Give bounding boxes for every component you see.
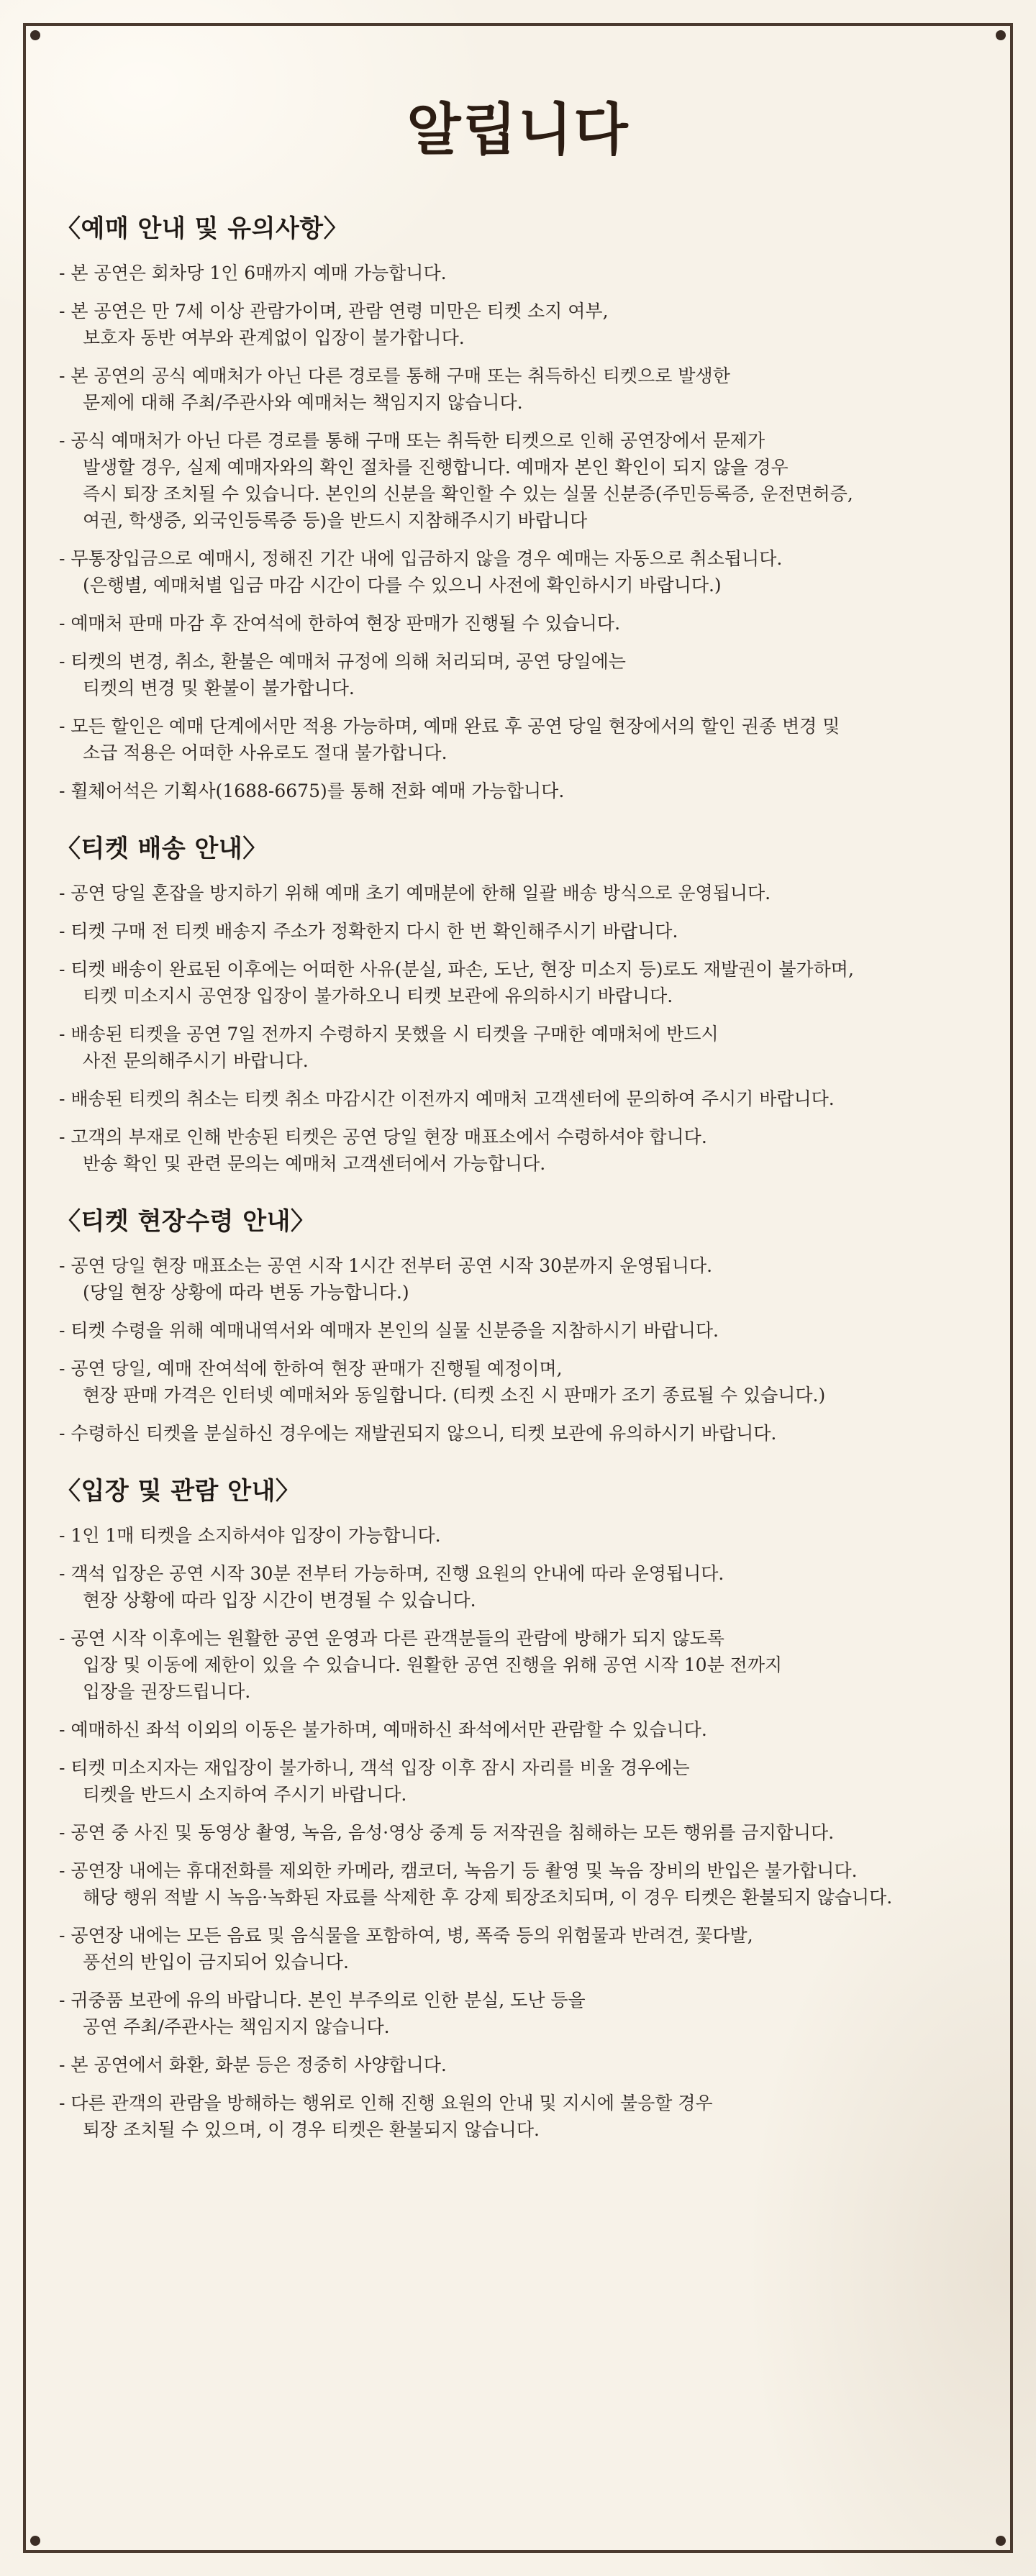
- notice-line: - 본 공연에서 화환, 화분 등은 정중히 사양합니다.: [59, 2054, 447, 2075]
- notice-item: [56, 1252, 984, 1306]
- notice-line: - 객석 입장은 공연 시작 30분 전부터 가능하며, 진행 요원의 안내에 따라 운영됩니다.: [59, 1563, 724, 1584]
- section-title: 〈티켓 현장수령 안내〉: [56, 1207, 316, 1236]
- notice-item: [56, 1124, 984, 1177]
- notice-line: - 귀중품 보관에 유의 바랍니다. 본인 부주의로 인한 분실, 도난 등을: [59, 1990, 586, 2011]
- notice-line: - 티켓 수령을 위해 예매내역서와 예매자 본인의 실물 신분증을 지참하시기 바랍니다.: [59, 1320, 719, 1341]
- notice-item: [56, 1987, 984, 2040]
- notice-item: [56, 2090, 984, 2143]
- notice-line: 해당 행위 적발 시 녹음·녹화된 자료를 삭제한 후 강제 퇴장조치되며, 이 경우 티켓은 환불되지 않습니다.: [83, 1887, 893, 1908]
- notice-line: 문제에 대해 주최/주관사와 예매처는 책임지지 않습니다.: [83, 392, 523, 413]
- notice-line: 즉시 퇴장 조치될 수 있습니다. 본인의 신분을 확인할 수 있는 실물 신분증(주민등록증, 운전면허증,: [83, 483, 853, 504]
- notice-line: 소급 적용은 어떠한 사유로도 절대 불가합니다.: [83, 742, 447, 763]
- notice-line: 입장을 권장드립니다.: [83, 1681, 251, 1702]
- notice-line: 티켓 미소지시 공연장 입장이 불가하오니 티켓 보관에 유의하시기 바랍니다.: [83, 986, 673, 1006]
- notice-line: 공연 주최/주관사는 책임지지 않습니다.: [83, 2016, 390, 2037]
- notice-line: 여권, 학생증, 외국인등록증 등)을 반드시 지참해주시기 바랍니다: [83, 510, 588, 531]
- notice-line: - 본 공연은 회차당 1인 6매까지 예매 가능합니다.: [59, 263, 447, 283]
- notice-line: 퇴장 조치될 수 있으며, 이 경우 티켓은 환불되지 않습니다.: [83, 2119, 540, 2140]
- notice-line: - 공연장 내에는 휴대전화를 제외한 카메라, 캠코더, 녹음기 등 촬영 및 녹음 장비의 반입은 불가합니다.: [59, 1860, 858, 1881]
- notice-line: - 무통장입금으로 예매시, 정해진 기간 내에 입금하지 않을 경우 예매는 자동으로 취소됩니다.: [59, 548, 783, 569]
- notice-item: [56, 918, 984, 945]
- notice-item: [56, 880, 984, 906]
- notice-line: 반송 확인 및 관련 문의는 예매처 고객센터에서 가능합니다.: [83, 1153, 546, 1174]
- notice-line: - 공연 중 사진 및 동영상 촬영, 녹음, 음성·영상 중계 등 저작권을 침해하는 모든 행위를 금지합니다.: [59, 1822, 835, 1843]
- notice-item: [56, 956, 984, 1009]
- corner-dot-icon: [30, 30, 40, 40]
- section-title: 〈입장 및 관람 안내〉: [56, 1477, 301, 1506]
- section-title: 〈티켓 배송 안내〉: [56, 834, 268, 863]
- notice-item: [56, 1754, 984, 1808]
- page-title: 알립니다: [406, 98, 630, 163]
- notice-line: - 휠체어석은 기획사(1688-6675)를 통해 전화 예매 가능합니다.: [59, 780, 565, 801]
- notice-item: [56, 2052, 984, 2078]
- notice-item: [56, 1355, 984, 1408]
- notice-line: - 티켓 배송이 완료된 이후에는 어떠한 사유(분실, 파손, 도난, 현장 미소지 등)로도 재발권이 불가하며,: [59, 959, 854, 980]
- notice-item: [56, 1021, 984, 1074]
- notice-item: [56, 1625, 984, 1705]
- corner-dot-icon: [996, 30, 1006, 40]
- notice-line: - 배송된 티켓을 공연 7일 전까지 수령하지 못했을 시 티켓을 구매한 예매처에 반드시: [59, 1024, 719, 1044]
- notice-line: 현장 상황에 따라 입장 시간이 변경될 수 있습니다.: [83, 1590, 476, 1611]
- notice-content: [56, 209, 984, 2167]
- notice-line: 풍선의 반입이 금지되어 있습니다.: [83, 1952, 349, 1972]
- notice-line: (당일 현장 상황에 따라 변동 가능합니다.): [83, 1282, 409, 1303]
- notice-item: [56, 427, 984, 534]
- notice-line: - 1인 1매 티켓을 소지하셔야 입장이 가능합니다.: [59, 1525, 441, 1546]
- notice-line: - 공연 당일 혼잡을 방지하기 위해 예매 초기 예매분에 한해 일괄 배송 방식으로 운영됩니다.: [59, 883, 771, 904]
- notice-section: [56, 1471, 984, 2143]
- notice-section: [56, 1201, 984, 1447]
- notice-section: [56, 829, 984, 1177]
- notice-item: [56, 1857, 984, 1911]
- notice-item: [56, 1086, 984, 1112]
- notice-line: - 모든 할인은 예매 단계에서만 적용 가능하며, 예매 완료 후 공연 당일 현장에서의 할인 권종 변경 및: [59, 716, 840, 737]
- corner-dot-icon: [996, 2536, 1006, 2546]
- notice-item: [56, 713, 984, 766]
- notice-line: - 배송된 티켓의 취소는 티켓 취소 마감시간 이전까지 예매처 고객센터에 문의하여 주시기 바랍니다.: [59, 1088, 835, 1109]
- notice-line: - 공연 당일 현장 매표소는 공연 시작 1시간 전부터 공연 시작 30분까지 운영됩니다.: [59, 1255, 713, 1276]
- notice-line: - 고객의 부재로 인해 반송된 티켓은 공연 당일 현장 매표소에서 수령하셔야 합니다.: [59, 1127, 707, 1147]
- notice-line: - 예매하신 좌석 이외의 이동은 불가하며, 예매하신 좌석에서만 관람할 수 있습니다.: [59, 1719, 707, 1740]
- notice-item: [56, 1716, 984, 1743]
- notice-item: [56, 298, 984, 351]
- notice-line: - 공식 예매처가 아닌 다른 경로를 통해 구매 또는 취득한 티켓으로 인해 공연장에서 문제가: [59, 430, 765, 451]
- notice-line: 보호자 동반 여부와 관계없이 입장이 불가합니다.: [83, 327, 465, 348]
- notice-line: 티켓의 변경 및 환불이 불가합니다.: [83, 678, 355, 698]
- corner-dot-icon: [30, 2536, 40, 2546]
- notice-item: [56, 1317, 984, 1344]
- notice-section: [56, 209, 984, 804]
- notice-line: - 공연 당일, 예매 잔여석에 한하여 현장 판매가 진행될 예정이며,: [59, 1358, 563, 1379]
- notice-item: [56, 1560, 984, 1614]
- notice-line: 발생할 경우, 실제 예매자와의 확인 절차를 진행합니다. 예매자 본인 확인이 되지 않을 경우: [83, 457, 789, 478]
- notice-line: - 수령하신 티켓을 분실하신 경우에는 재발권되지 않으니, 티켓 보관에 유의하시기 바랍니다.: [59, 1423, 777, 1444]
- notice-item: [56, 1922, 984, 1975]
- notice-line: 사전 문의해주시기 바랍니다.: [83, 1050, 309, 1071]
- notice-line: - 다른 관객의 관람을 방해하는 행위로 인해 진행 요원의 안내 및 지시에 불응할 경우: [59, 2093, 713, 2113]
- notice-item: [56, 610, 984, 637]
- notice-line: 입장 및 이동에 제한이 있을 수 있습니다. 원활한 공연 진행을 위해 공연 시작 10분 전까지: [83, 1655, 783, 1675]
- notice-line: - 티켓 미소지자는 재입장이 불가하니, 객석 입장 이후 잠시 자리를 비울 경우에는: [59, 1757, 690, 1778]
- notice-line: - 티켓 구매 전 티켓 배송지 주소가 정확한지 다시 한 번 확인해주시기 바랍니다.: [59, 921, 678, 942]
- notice-item: [56, 1420, 984, 1447]
- notice-line: (은행별, 예매처별 입금 마감 시간이 다를 수 있으니 사전에 확인하시기 바랍니다.): [83, 575, 722, 596]
- notice-line: 티켓을 반드시 소지하여 주시기 바랍니다.: [83, 1784, 407, 1805]
- section-title: 〈예매 안내 및 유의사항〉: [56, 214, 349, 243]
- notice-item: [56, 778, 984, 804]
- notice-item: [56, 1522, 984, 1549]
- notice-item: [56, 260, 984, 286]
- notice-item: [56, 363, 984, 416]
- notice-item: [56, 545, 984, 599]
- notice-line: - 공연장 내에는 모든 음료 및 음식물을 포함하여, 병, 폭죽 등의 위험물과 반려견, 꽃다발,: [59, 1925, 753, 1946]
- notice-line: - 공연 시작 이후에는 원활한 공연 운영과 다른 관객분들의 관람에 방해가 되지 않도록: [59, 1628, 724, 1649]
- notice-item: [56, 1819, 984, 1846]
- notice-line: - 예매처 판매 마감 후 잔여석에 한하여 현장 판매가 진행될 수 있습니다.: [59, 613, 621, 634]
- notice-item: [56, 648, 984, 701]
- notice-line: - 본 공연의 공식 예매처가 아닌 다른 경로를 통해 구매 또는 취득하신 티켓으로 발생한: [59, 365, 730, 386]
- notice-line: 현장 판매 가격은 인터넷 예매처와 동일합니다. (티켓 소진 시 판매가 조기 종료될 수 있습니다.): [83, 1385, 826, 1406]
- notice-line: - 본 공연은 만 7세 이상 관람가이며, 관람 연령 미만은 티켓 소지 여부,: [59, 301, 609, 322]
- notice-line: - 티켓의 변경, 취소, 환불은 예매처 규정에 의해 처리되며, 공연 당일에는: [59, 651, 626, 672]
